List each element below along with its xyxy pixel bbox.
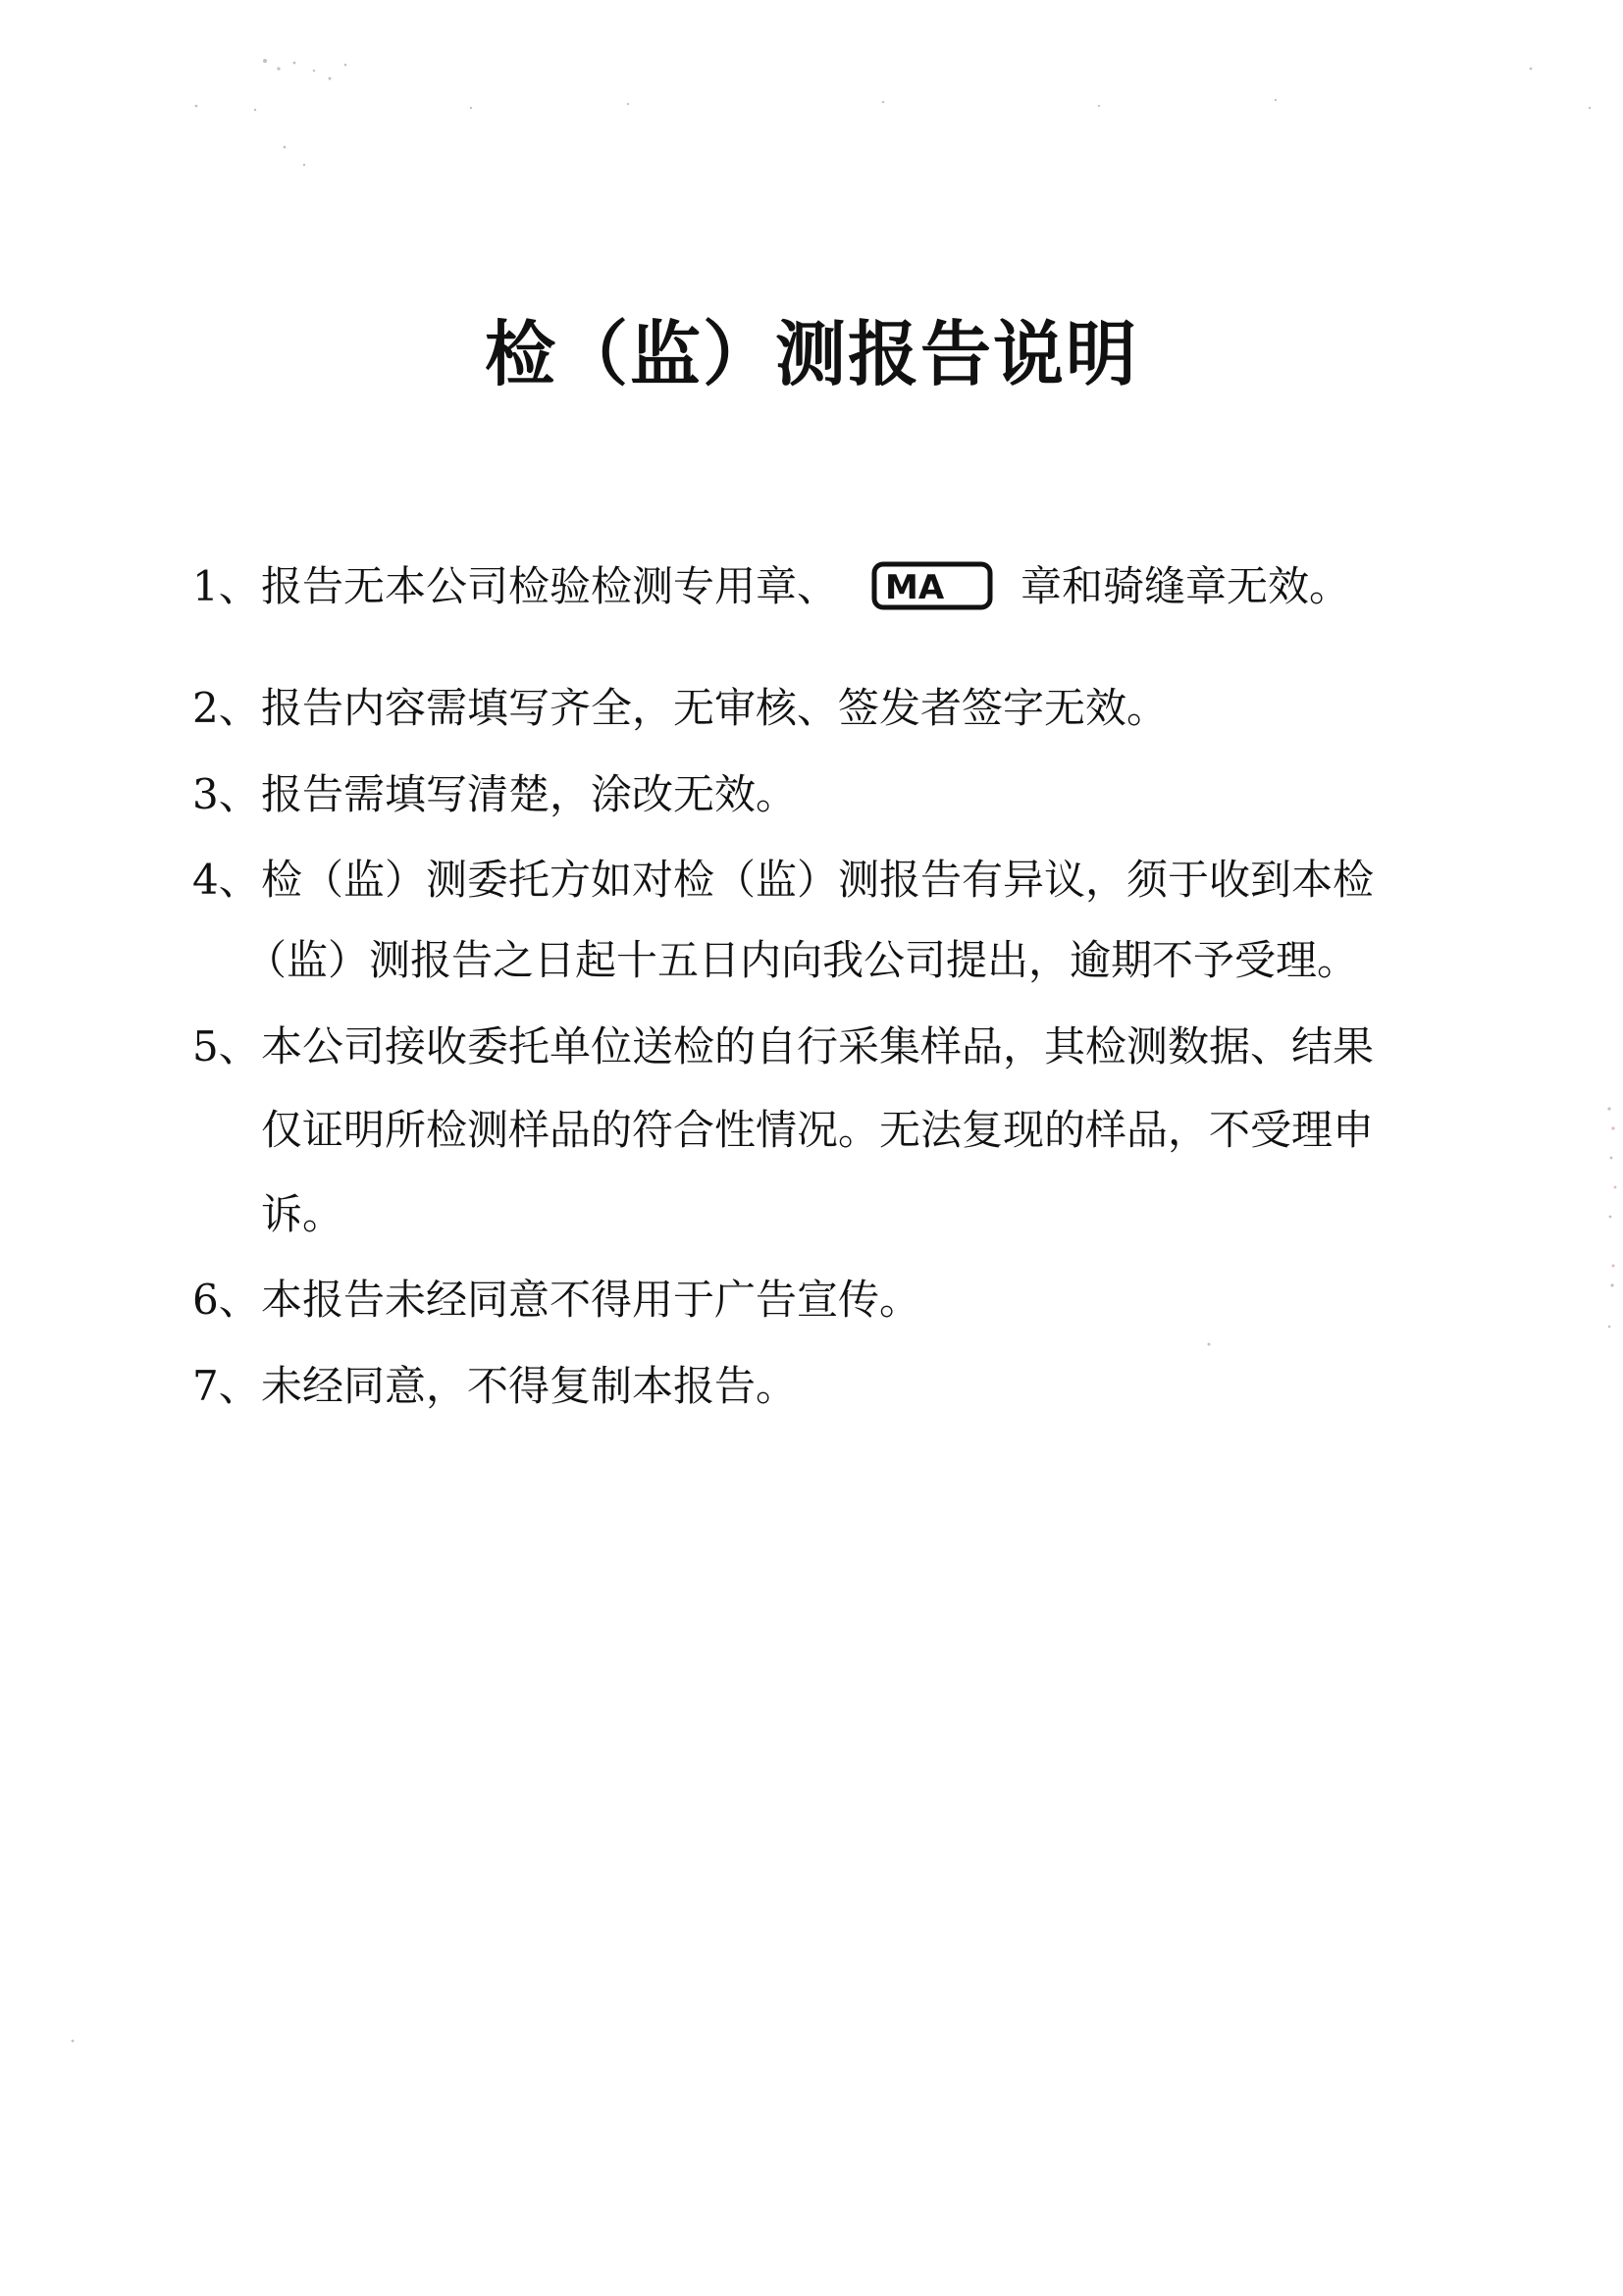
list-item-5-line-2: 仅证明所检测样品的符合性情况。无法复现的样品，不受理申	[261, 1106, 1375, 1154]
cma-seal-icon	[871, 561, 993, 610]
list-item-5	[192, 1022, 1448, 1070]
item-line: 报告需填写清楚，涂改无效。	[261, 770, 798, 818]
list-item-4-line-2: （监）测报告之日起十五日内向我公司提出，逾期不予受理。	[245, 936, 1359, 984]
item-line: 未经同意，不得复制本报告。	[261, 1362, 798, 1410]
list-item-2	[192, 684, 1448, 732]
item-number: 5、	[192, 1022, 260, 1070]
item-line: 本报告未经同意不得用于广告宣传。	[261, 1276, 921, 1324]
list-item-5-line-3: 诉。	[261, 1190, 344, 1238]
item-text-pre: 报告无本公司检验检测专用章、	[261, 562, 839, 610]
list-item-1	[192, 562, 1448, 614]
item-number: 1、	[192, 562, 260, 610]
item-number: 6、	[192, 1276, 260, 1324]
list-item-6	[192, 1276, 1448, 1324]
list-item-3	[192, 770, 1448, 818]
item-number: 7、	[192, 1362, 260, 1410]
cma-seal-letters: MA	[885, 568, 945, 607]
item-line: 检（监）测委托方如对检（监）测报告有异议，须于收到本检	[261, 856, 1375, 904]
item-number: 2、	[192, 684, 260, 732]
item-number: 3、	[192, 770, 260, 818]
item-number: 4、	[192, 856, 260, 904]
item-line: 报告内容需填写齐全，无审核、签发者签字无效。	[261, 684, 1169, 732]
list-item-7	[192, 1362, 1448, 1410]
page-title: 检（监）测报告说明	[484, 313, 1138, 395]
item-line: 本公司接收委托单位送检的自行采集样品，其检测数据、结果	[261, 1022, 1375, 1070]
list-item-4	[192, 856, 1448, 904]
item-text-post: 章和骑缝章无效。	[1021, 562, 1351, 610]
